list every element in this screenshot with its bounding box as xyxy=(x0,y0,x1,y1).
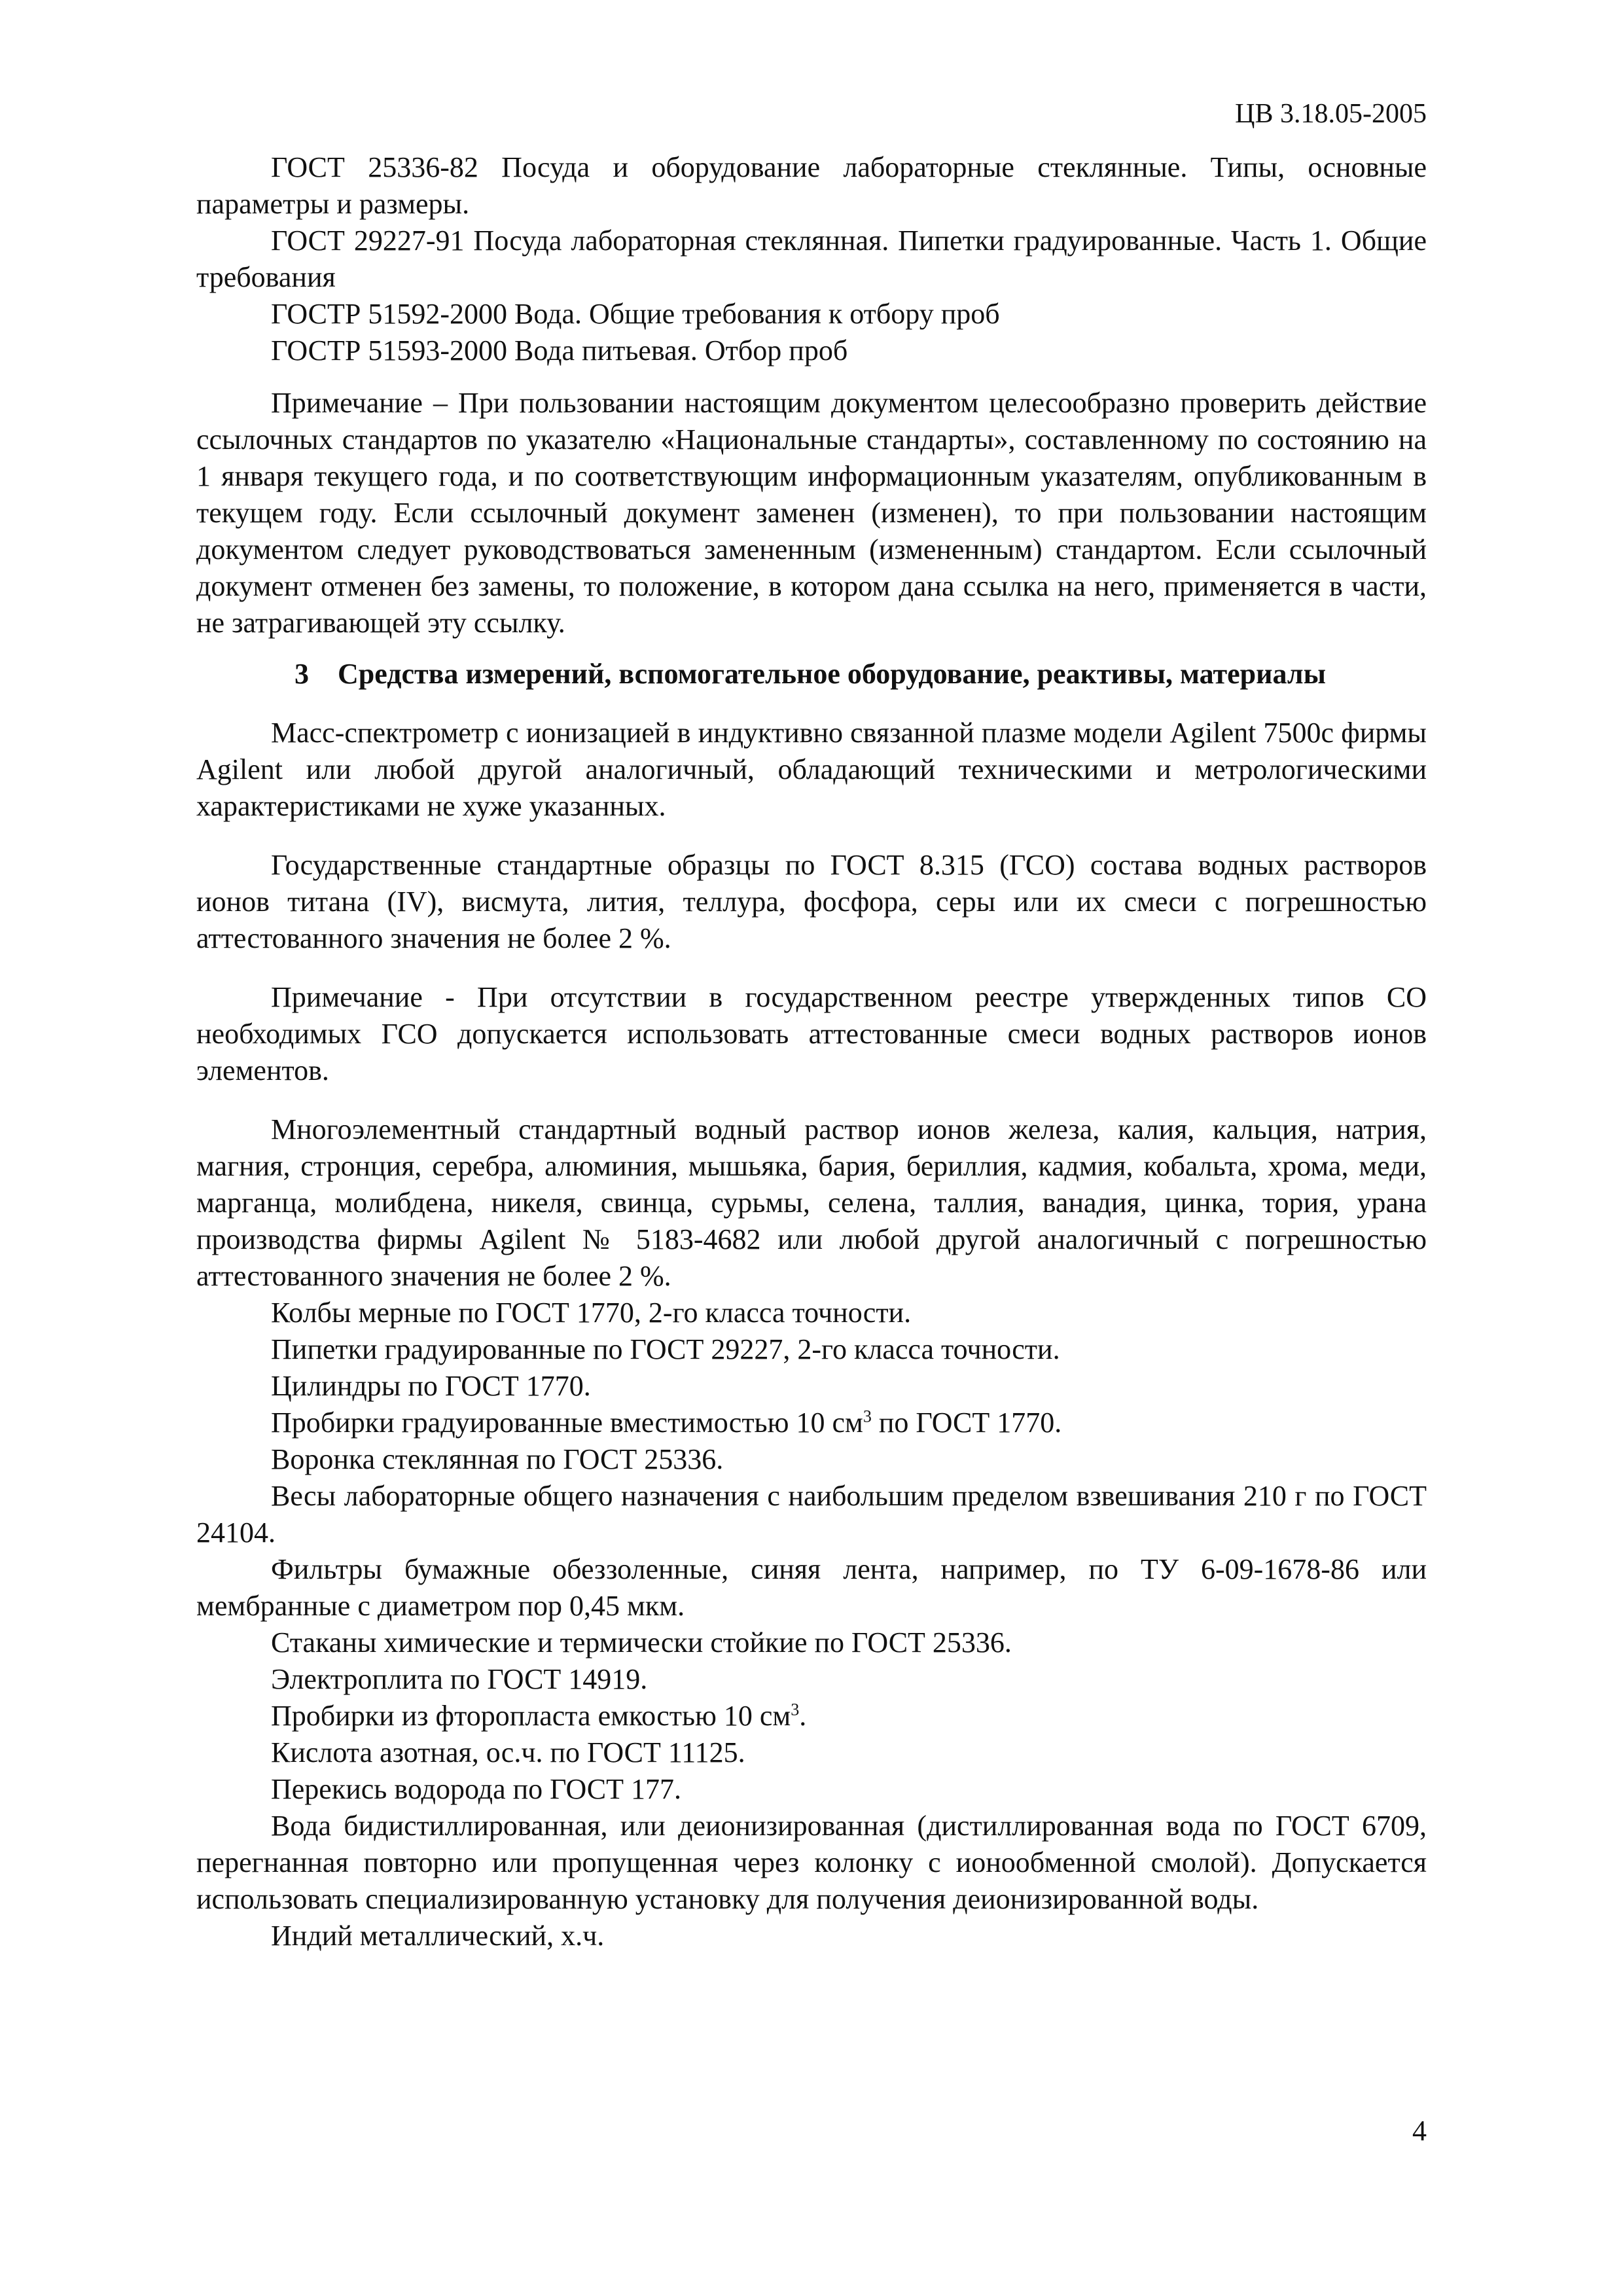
reference-gost-29227: ГОСТ 29227-91 Посуда лабораторная стеклянная. Пипетки градуированные. Часть 1. Общие требования xyxy=(196,224,1427,293)
note-gso: Примечание - При отсутствии в государственном реестре утвержденных типов СО необходимых ГСО допускается использовать аттестованные смеси водных растворов ионов элементов. xyxy=(196,981,1427,1086)
item-fluoroplastic-tubes-text: Пробирки из фторопласта емкостью 10 см xyxy=(271,1700,791,1732)
item-beakers: Стаканы химические и термически стойкие по ГОСТ 25336. xyxy=(271,1626,1012,1659)
item-scales: Весы лабораторные общего назначения с наибольшим пределом взвешивания 210 г по ГОСТ 24104. xyxy=(196,1480,1427,1549)
item-fluoroplastic-tubes-suffix: . xyxy=(799,1700,807,1732)
reference-gostr-51593: ГОСТР 51593-2000 Вода питьевая. Отбор проб xyxy=(271,334,848,367)
item-water: Вода бидистиллированная, или деионизированная (дистиллированная вода по ГОСТ 6709, перегнанная повторно или пропущенная через колонку с ионообменной смолой). Допускается использовать специализированную установку для получения деионизированной воды. xyxy=(196,1810,1427,1915)
item-funnel: Воронка стеклянная по ГОСТ 25336. xyxy=(271,1443,724,1475)
superscript-3: 3 xyxy=(791,1700,800,1719)
page-number: 4 xyxy=(1412,2115,1427,2147)
note-referenced-standards: Примечание – При пользовании настоящим документом целесообразно проверить действие ссылочных стандартов по указателю «Национальные стандарты», составленному по состоянию на 1 января текущего года, и по соответствующим информационным указателям, опубликованным в текущем году. Если ссылочный документ заменен (изменен), то при пользовании настоящим документом следует руководствоваться замененным (измененным) стандартом. Если ссылочный документ отменен без замены, то положение, в котором дана ссылка на него, применяется в части, не затрагивающей эту ссылку. xyxy=(196,387,1427,639)
item-hydrogen-peroxide: Перекись водорода по ГОСТ 177. xyxy=(271,1773,682,1805)
reference-gostr-51592: ГОСТР 51592-2000 Вода. Общие требования к отбору проб xyxy=(271,298,1000,330)
item-hotplate: Электроплита по ГОСТ 14919. xyxy=(271,1663,648,1695)
item-pipettes: Пипетки градуированные по ГОСТ 29227, 2-го класса точности. xyxy=(271,1333,1060,1365)
reference-gost-25336: ГОСТ 25336-82 Посуда и оборудование лабораторные стеклянные. Типы, основные параметры и размеры. xyxy=(196,151,1427,220)
item-graduated-tubes xyxy=(196,1405,1427,1441)
page-body xyxy=(196,149,1427,1954)
item-cylinders: Цилиндры по ГОСТ 1770. xyxy=(271,1370,591,1402)
item-graduated-tubes-suffix: по ГОСТ 1770. xyxy=(871,1407,1062,1439)
paragraph-multielement-solution: Многоэлементный стандартный водный раствор ионов железа, калия, кальция, натрия, магния, стронция, серебра, алюминия, мышьяка, бария, бериллия, кадмия, кобальта, хрома, меди, марганца, молибдена, никеля, свинца, сурьмы, селена, таллия, ванадия, цинка, тория, урана производства фирмы Agilent № 5183-4682 или любой другой аналогичный с погрешностью аттестованного значения не более 2 %. xyxy=(196,1113,1427,1292)
item-filters: Фильтры бумажные обеззоленные, синяя лента, например, по ТУ 6-09-1678-86 или мембранные с диаметром пор 0,45 мкм. xyxy=(196,1553,1427,1622)
item-graduated-tubes-text: Пробирки градуированные вместимостью 10 см xyxy=(271,1407,863,1439)
section-3-heading xyxy=(196,656,1427,692)
superscript-3: 3 xyxy=(863,1407,872,1426)
item-nitric-acid: Кислота азотная, ос.ч. по ГОСТ 11125. xyxy=(271,1736,745,1768)
paragraph-gso: Государственные стандартные образцы по ГОСТ 8.315 (ГСО) состава водных растворов ионов титана (IV), висмута, лития, теллура, фосфора, серы или их смеси с погрешностью аттестованного значения не более 2 %. xyxy=(196,849,1427,954)
item-fluoroplastic-tubes xyxy=(196,1698,1427,1734)
item-flasks: Колбы мерные по ГОСТ 1770, 2-го класса точности. xyxy=(271,1297,912,1329)
document-code: ЦВ 3.18.05-2005 xyxy=(1235,99,1427,129)
item-indium: Индий металлический, х.ч. xyxy=(271,1920,605,1952)
section-number: 3 xyxy=(294,658,309,690)
section-title: Средства измерений, вспомогательное оборудование, реактивы, материалы xyxy=(338,658,1326,690)
paragraph-spectrometer: Масс-спектрометр с ионизацией в индуктивно связанной плазме модели Agilent 7500с фирмы Agilent или любой другой аналогичный, обладающий техническими и метрологическими характеристиками не хуже указанных. xyxy=(196,717,1427,822)
